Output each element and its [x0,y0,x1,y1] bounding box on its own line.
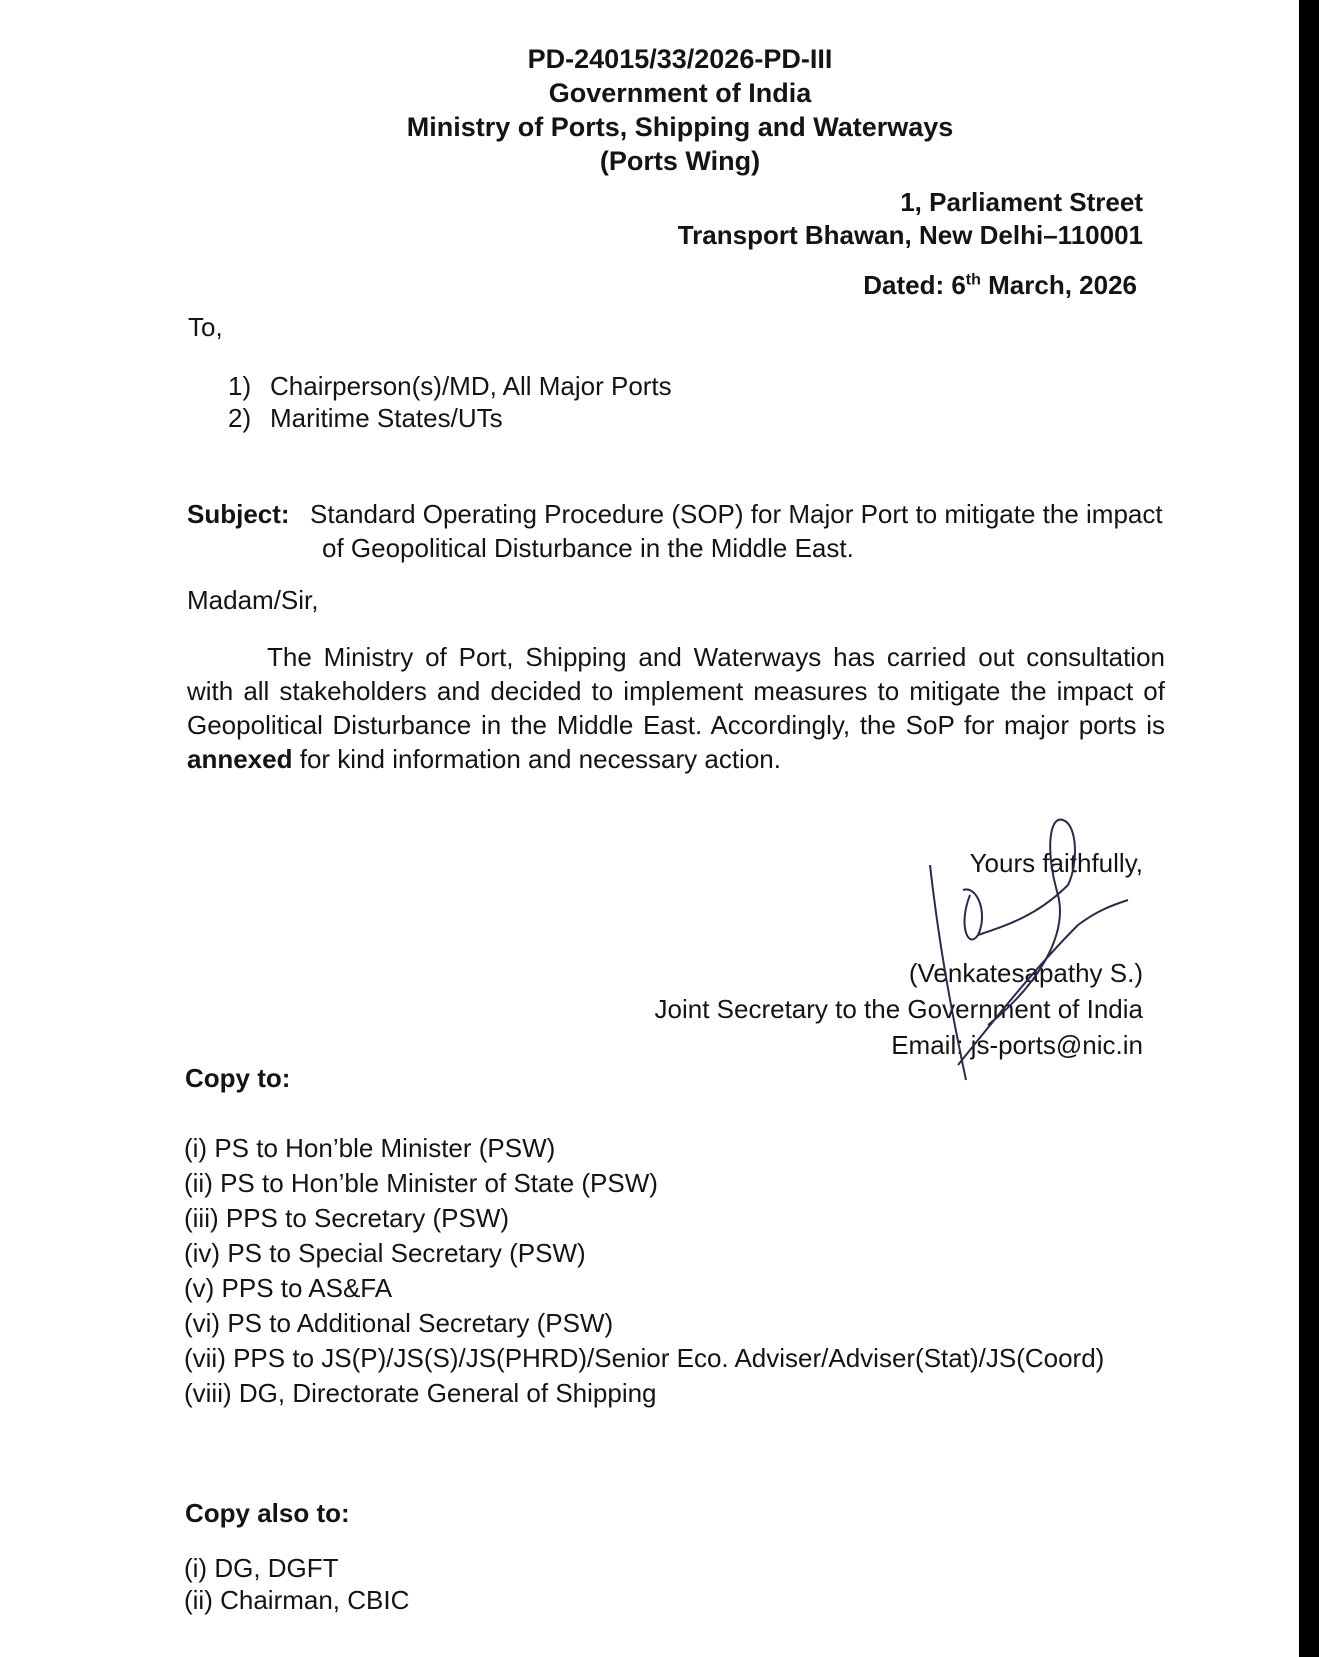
ministry-name: Ministry of Ports, Shipping and Waterways [406,112,954,142]
government-name: Government of India [548,78,812,108]
list-item: (i) PS to Hon’ble Minister (PSW) [184,1133,556,1163]
copy-to-heading: Copy to: [185,1063,291,1093]
list-item: (ii) Chairman, CBIC [184,1585,410,1615]
subject-block [187,497,1167,565]
date-rest: March, 2026 [980,270,1137,300]
body-paragraph: The Ministry of Port, Shipping and Waterways has carried out consultation with all stakeholders and decided to implement measures to mitigate the impact of Geopolitical Disturbance in the Middle East. Accordingly, the SoP for major ports is annexed for kind information and necessary action. [187,642,1165,774]
subject-label: Subject: [187,499,290,529]
date-prefix: Dated: 6 [863,270,966,300]
list-item: (vi) PS to Additional Secretary (PSW) [184,1308,614,1338]
signatory-email: Email: js-ports@nic.in [891,1030,1143,1060]
to-label: To, [188,312,223,342]
date-line [863,270,1137,301]
handwritten-signature [918,815,1148,1095]
file-number: PD-24015/33/2026-PD-III [527,44,833,74]
signatory-name: (Venkatesapathy S.) [908,958,1143,988]
list-item: 2) Maritime States/UTs [228,403,503,433]
annexed-word: annexed [187,744,293,774]
recipient-list [228,370,672,434]
list-item: (i) DG, DGFT [184,1553,339,1583]
salutation: Madam/Sir, [187,585,319,615]
list-item: (viii) DG, Directorate General of Shipping [184,1378,657,1408]
address-line-2: Transport Bhawan, New Delhi–110001 [677,220,1143,250]
copy-also-to-list [184,1552,409,1616]
closing: Yours faithfully, [969,848,1143,878]
list-item: 1) Chairperson(s)/MD, All Major Ports [228,371,672,401]
copy-to-list [184,1131,1104,1411]
list-item: (v) PPS to AS&FA [184,1273,393,1303]
list-item: (ii) PS to Hon’ble Minister of State (PSW) [184,1168,658,1198]
office-address [678,186,1143,252]
signatory-designation: Joint Secretary to the Government of India [654,994,1143,1024]
letter-header [0,42,1319,178]
copy-also-to-heading: Copy also to: [185,1498,350,1528]
scan-border [1299,0,1319,1657]
address-line-1: 1, Parliament Street [900,187,1143,217]
wing-name: (Ports Wing) [599,146,761,176]
date-ordinal: th [965,271,981,289]
list-item: (iv) PS to Special Secretary (PSW) [184,1238,586,1268]
list-item: (iii) PPS to Secretary (PSW) [184,1203,510,1233]
list-item: (vii) PPS to JS(P)/JS(S)/JS(PHRD)/Senior Eco. Adviser/Adviser(Stat)/JS(Coord) [184,1343,1105,1373]
subject-text: Standard Operating Procedure (SOP) for Major Port to mitigate the impact of Geopolitical Disturbance in the Middle East. [310,499,1163,563]
